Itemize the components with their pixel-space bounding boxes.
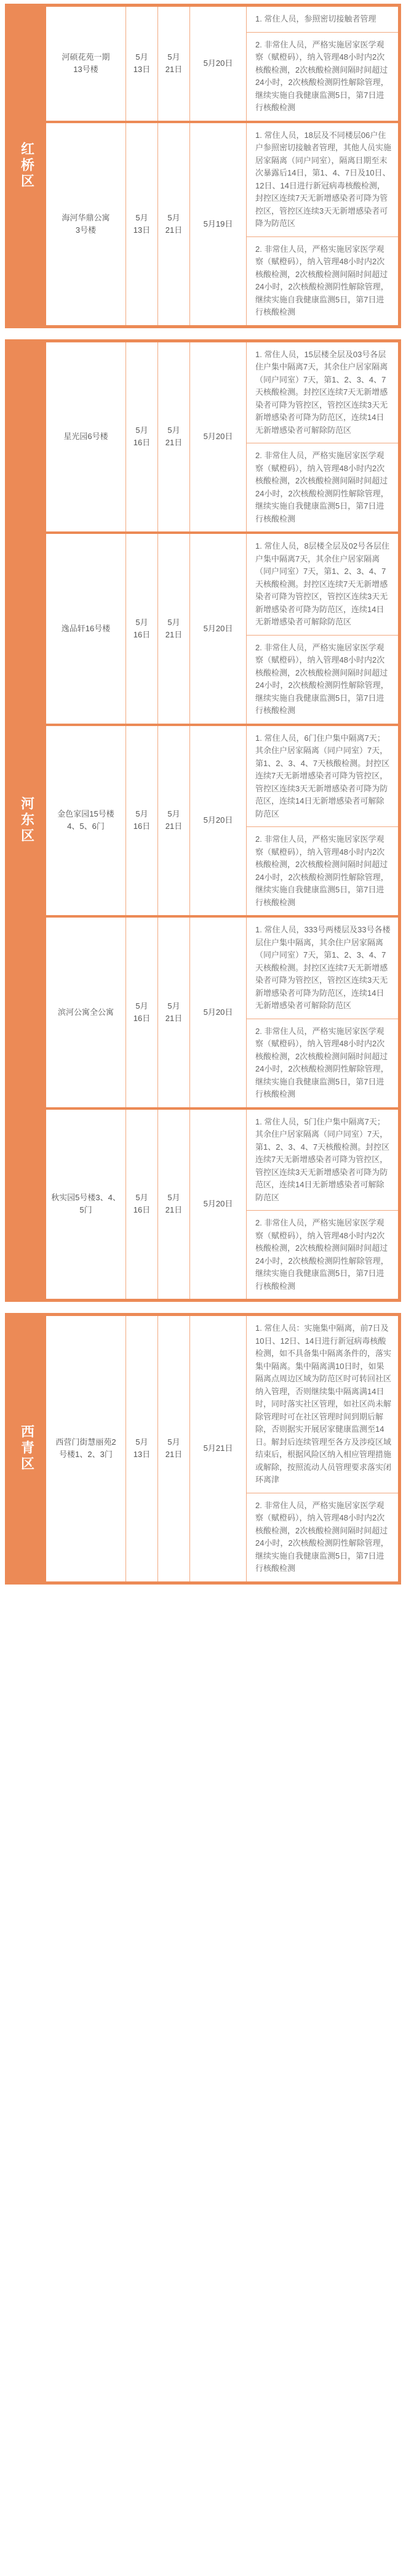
end-date-text: 5月 21日 [165,52,183,75]
district-block [5,339,401,1302]
measure-item: 1. 常住人员，参照密切接触者管理 [247,7,398,33]
last-positive-date [190,1316,247,1581]
start-date-text: 5月 13日 [133,1437,151,1460]
table-row [46,918,398,1110]
end-date-text: 5月 21日 [165,1193,183,1215]
start-date-text: 5月 16日 [133,1193,151,1215]
start-date [126,1316,158,1581]
last-positive-date-text: 5月20日 [203,1007,233,1017]
end-date-text: 5月 21日 [165,617,183,639]
location-name-text: 秋实园5号楼3、4、 5门 [51,1193,121,1215]
last-positive-date [190,1110,247,1299]
district-name: 西青区 [8,1316,46,1581]
measure-item: 1. 常住人员，18层及不同楼层06户住户参照密切接触者管理，其他人员实施居家隔离（同户同室），隔离日期至末次暴露后14日，第1、4、7日及10日、12日、14日进行新冠病毒核酸检测，封控区连续7天无新增感染者可降为管控区，管控区连续3天无新增感染者可降为防范区 [247,123,398,237]
last-positive-date-text: 5月20日 [203,815,233,825]
measure-item: 1. 常住人员，15层楼全层及03号各层住户集中隔离7天，其余住户居家隔离（同户同室）7天，第1、2、3、4、7天核酸检测。封控区连续7天无新增感染者可降为管控区，管控区连续3天无新增感染者可降为防范区，连续14日无新增感染者可解除防范区 [247,342,398,444]
measures-cell [247,1316,398,1581]
district-block [5,4,401,328]
table-row [46,1110,398,1299]
measure-item: 2. 非常住人员，严格实施居家医学观察（赋橙码），纳入管理48小时内2次核酸检测，2次核酸检测间隔时间超过24小时，2次核酸检测阴性解除管理，继续实施自我健康监测5日，第7日进行核酸检测 [255,39,389,112]
measure-item: 2. 非常住人员，严格实施居家医学观察（赋橙码），纳入管理48小时内2次核酸检测，2次核酸检测间隔时间超过24小时，2次核酸检测阴性解除管理，继续实施自我健康监测5日，第7日进行核酸检测 [255,244,389,317]
district-rows [46,1316,398,1581]
location-name [46,1110,126,1299]
table-row [46,534,398,726]
end-date-text: 5月 21日 [165,1001,183,1023]
location-name [46,1316,126,1581]
district-rows [46,342,398,1299]
start-date-text: 5月 13日 [133,212,151,235]
location-name [46,7,126,121]
last-positive-date [190,7,247,121]
end-date [158,534,190,724]
last-positive-date-text: 5月19日 [203,219,233,228]
measure-item: 1. 常住人员：实施集中隔离，前7日及10日、12日、14日进行新冠病毒核酸检测，如不具备集中隔离条件的，落实集中隔离。集中隔离满10日时，如果隔离点周边区域为防范区时可转回社区纳入管理，否则继续集中隔离满14日时，同时落实社区管理，如社区尚未解除管理时可在社区管理时间到期后解除，否则据实开展居家健康监测至14日。解封后连续管理至各方及涉疫区域结束后，根据风险区纳入相应管理措施或解除，按照流动人员管理要求落实闭环离津 [247,1316,398,1493]
start-date [126,342,158,532]
start-date [126,918,158,1107]
measure-item: 1. 常住人员，8层楼全层及02号各层住户集中隔离7天，其余住户居家隔离（同户同室）7天，第1、2、3、4、7天核酸检测。封控区连续7天无新增感染者可降为管控区，管控区连续3天无新增感染者可降为防范区，连续14日无新增感染者可解除防范区 [247,534,398,636]
measure-item: 2. 非常住人员，严格实施居家医学观察（赋橙码），纳入管理48小时内2次核酸检测，2次核酸检测间隔时间超过24小时，2次核酸检测阴性解除管理，继续实施自我健康监测5日，第7日进行核酸检测 [255,1500,389,1573]
table-row [46,7,398,123]
last-positive-date [190,918,247,1107]
start-date [126,123,158,325]
end-date [158,726,190,916]
start-date-text: 5月 16日 [133,617,151,639]
measure-item: 2. 非常住人员，严格实施居家医学观察（赋橙码），纳入管理48小时内2次核酸检测，2次核酸检测间隔时间超过24小时，2次核酸检测阴性解除管理，继续实施自我健康监测5日，第7日进行核酸检测 [255,642,389,715]
location-name-text: 逸品轩16号楼 [61,623,111,633]
end-date-text: 5月 21日 [165,426,183,448]
last-positive-date-text: 5月21日 [203,1443,233,1453]
location-name-text: 滨河公寓全公寓 [57,1007,114,1017]
last-positive-date [190,534,247,724]
end-date-text: 5月 21日 [165,212,183,235]
measures-cell [247,1110,398,1299]
last-positive-date [190,726,247,916]
measure-item: 1. 常住人员，5门住户集中隔离7天；其余住户居家隔离（同户同室）7天，第1、2、3、4、7天核酸检测。封控区连续7天无新增感染者可降为管控区，管控区连续3天无新增感染者可降为防范区，连续14日无新增感染者可解除防范区 [247,1110,398,1211]
measures-cell [247,534,398,724]
measure-item: 2. 非常住人员，严格实施居家医学观察（赋橙码），纳入管理48小时内2次核酸检测，2次核酸检测间隔时间超过24小时，2次核酸检测阴性解除管理，继续实施自我健康监测5日，第7日进行核酸检测 [255,1218,389,1291]
measure-item: 1. 常住人员，6门住户集中隔离7天；其余住户居家隔离（同户同室）7天，第1、2、3、4、7天核酸检测。封控区连续7天无新增感染者可降为管控区，管控区连续3天无新增感染者可降为防范区，连续14日无新增感染者可解除防范区 [247,726,398,828]
end-date-text: 5月 21日 [165,809,183,831]
measures-cell [247,123,398,325]
district-name: 红桥区 [8,7,46,325]
end-date [158,918,190,1107]
location-name [46,726,126,916]
measure-item: 2. 非常住人员，严格实施居家医学观察（赋橙码），纳入管理48小时内2次核酸检测，2次核酸检测间隔时间超过24小时，2次核酸检测阴性解除管理，继续实施自我健康监测5日，第7日进行核酸检测 [255,1026,389,1099]
end-date [158,7,190,121]
last-positive-date-text: 5月20日 [203,432,233,442]
start-date [126,1110,158,1299]
measures-cell [247,726,398,916]
location-name-text: 金色家园15号楼 4、5、6门 [57,809,114,831]
end-date [158,123,190,325]
end-date [158,342,190,532]
start-date-text: 5月 16日 [133,426,151,448]
last-positive-date [190,342,247,532]
table-row [46,1316,398,1581]
district-rows [46,7,398,325]
location-name [46,534,126,724]
table-row [46,342,398,535]
measures-cell [247,7,398,121]
location-name [46,342,126,532]
start-date-text: 5月 16日 [133,1001,151,1023]
end-date [158,1316,190,1581]
start-date-text: 5月 13日 [133,52,151,75]
location-name [46,918,126,1107]
location-name-text: 西营门街慧丽苑2 号楼1、2、3门 [55,1437,116,1460]
location-name [46,123,126,325]
measure-item: 2. 非常住人员，严格实施居家医学观察（赋橙码），纳入管理48小时内2次核酸检测，2次核酸检测间隔时间超过24小时，2次核酸检测阴性解除管理，继续实施自我健康监测5日，第7日进行核酸检测 [255,451,389,523]
location-name-text: 海河华鼎公寓 3号楼 [62,212,110,235]
table-row [46,123,398,325]
start-date [126,7,158,121]
start-date-text: 5月 16日 [133,809,151,831]
district-name: 河东区 [8,342,46,1299]
start-date [126,726,158,916]
measure-item: 2. 非常住人员，严格实施居家医学观察（赋橙码），纳入管理48小时内2次核酸检测，2次核酸检测间隔时间超过24小时，2次核酸检测阴性解除管理，继续实施自我健康监测5日，第7日进行核酸检测 [255,834,389,907]
last-positive-date [190,123,247,325]
measure-item: 1. 常住人员，333号两楼层及33号各楼层住户集中隔离，其余住户居家隔离（同户同室）7天，第1、2、3、4、7天核酸检测。封控区连续7天无新增感染者可降为管控区，管控区连续3天无新增感染者可降为防范区，连续14日无新增感染者可解除防范区 [247,918,398,1019]
measures-cell [247,342,398,532]
location-name-text: 河硕花苑一期 13号楼 [62,52,110,75]
last-positive-date-text: 5月20日 [203,59,233,68]
measures-cell [247,918,398,1107]
last-positive-date-text: 5月20日 [203,1199,233,1209]
start-date [126,534,158,724]
district-block [5,1313,401,1585]
last-positive-date-text: 5月20日 [203,623,233,633]
location-name-text: 星光园6号楼 [63,432,108,442]
end-date-text: 5月 21日 [165,1437,183,1460]
table-row [46,726,398,918]
end-date [158,1110,190,1299]
